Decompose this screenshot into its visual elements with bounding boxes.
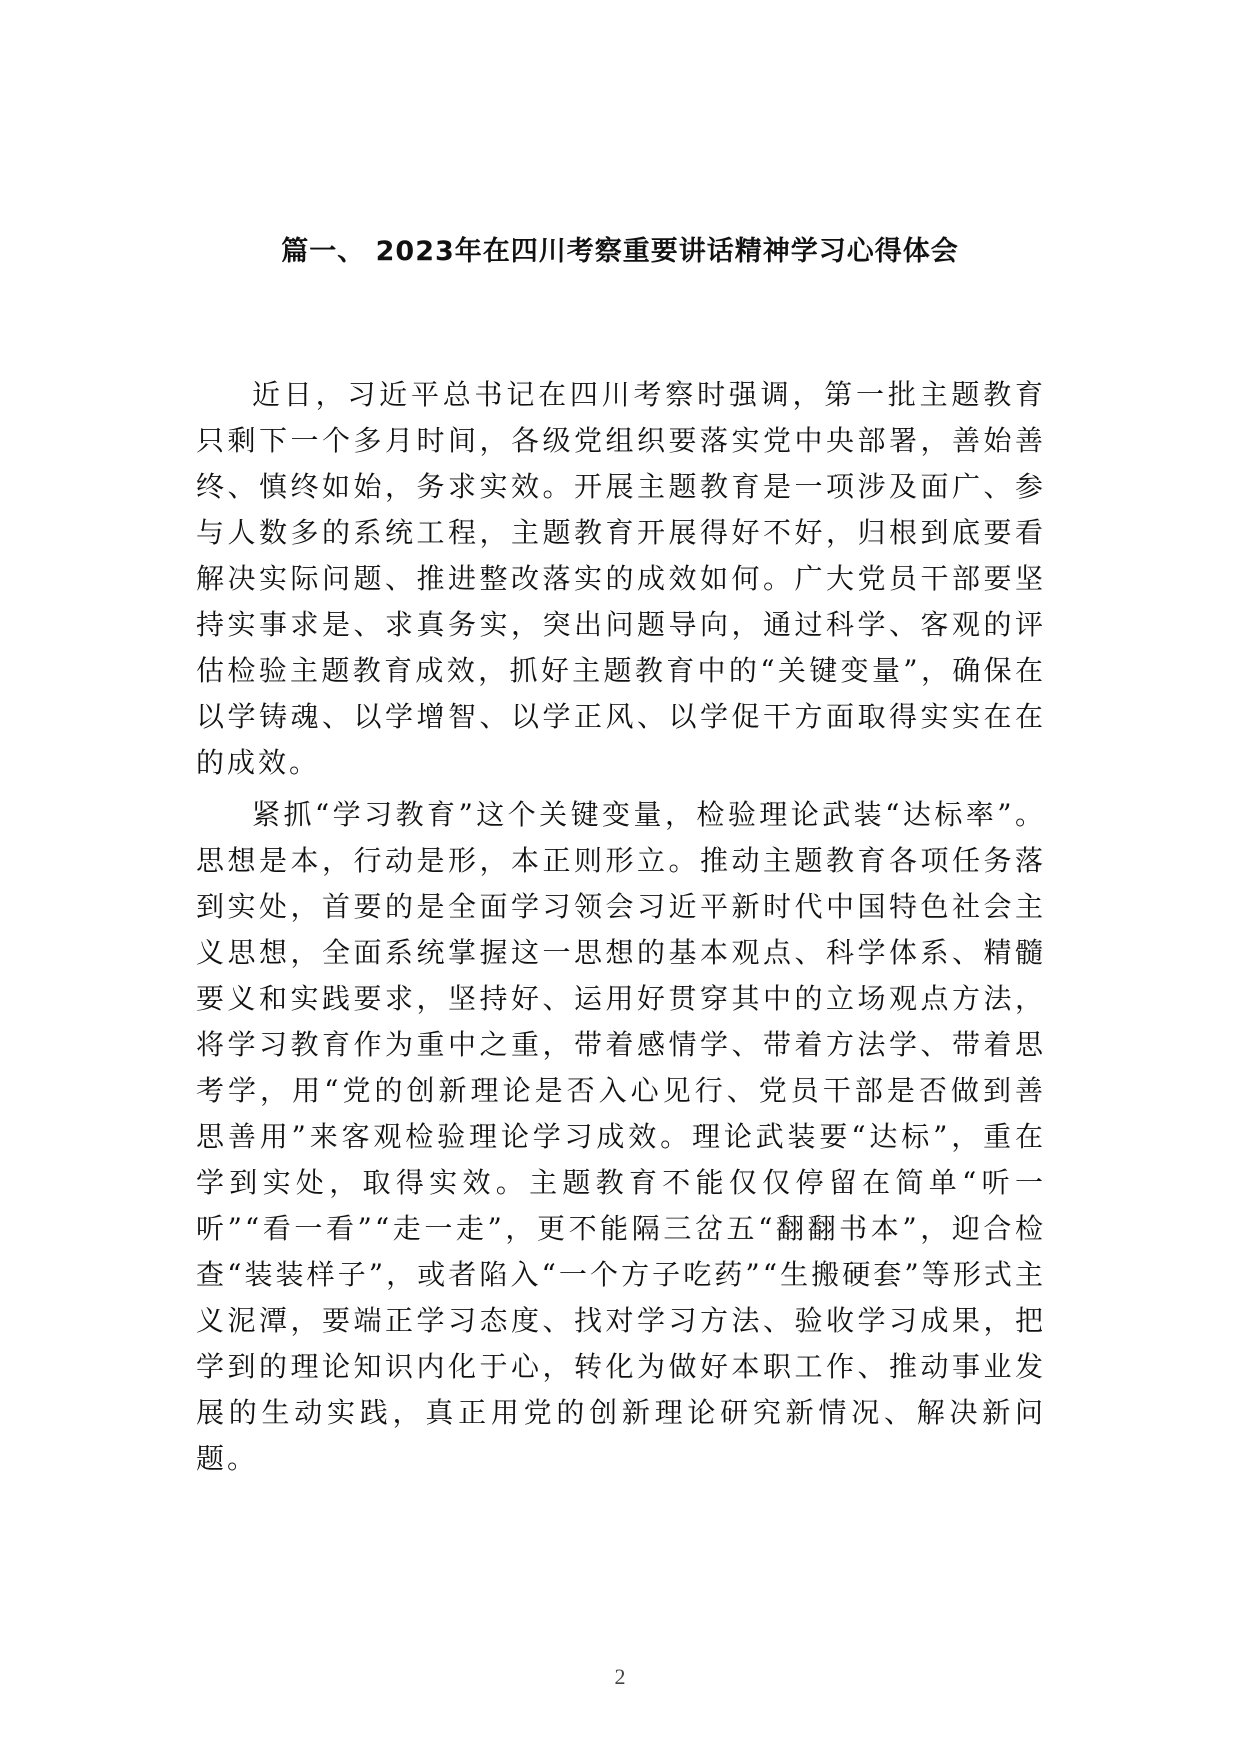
document-title: 篇一、 2023年在四川考察重要讲话精神学习心得体会: [281, 236, 959, 267]
page-number: 2: [614, 1664, 626, 1689]
document-body: [196, 372, 1046, 1488]
paragraph-1: 近日，习近平总书记在四川考察时强调，第一批主题教育只剩下一个多月时间，各级党组织要落实党中央部署，善始善终、慎终如始，务求实效。开展主题教育是一项涉及面广、参与人数多的系统工程，主题教育开展得好不好，归根到底要看解决实际问题、推进整改落实的成效如何。广大党员干部要坚持实事求是、求真务实，突出问题导向，通过科学、客观的评估检验主题教育成效，抓好主题教育中的“关键变量”，确保在以学铸魂、以学增智、以学正风、以学促干方面取得实实在在的成效。: [196, 378, 1046, 779]
paragraph-2: 紧抓“学习教育”这个关键变量，检验理论武装“达标率”。思想是本，行动是形，本正则形立。推动主题教育各项任务落到实处，首要的是全面学习领会习近平新时代中国特色社会主义思想，全面系统掌握这一思想的基本观点、科学体系、精髓要义和实践要求，坚持好、运用好贯穿其中的立场观点方法，将学习教育作为重中之重，带着感情学、带着方法学、带着思考学，用“党的创新理论是否入心见行、党员干部是否做到善思善用”来客观检验理论学习成效。理论武装要“达标”，重在学到实处，取得实效。主题教育不能仅仅停留在简单“听一听”“看一看”“走一走”，更不能隔三岔五“翻翻书本”，迎合检查“装装样子”，或者陷入“一个方子吃药”“生搬硬套”等形式主义泥潭，要端正学习态度、找对学习方法、验收学习成果，把学到的理论知识内化于心，转化为做好本职工作、推动事业发展的生动实践，真正用党的创新理论研究新情况、解决新问题。: [196, 798, 1046, 1475]
